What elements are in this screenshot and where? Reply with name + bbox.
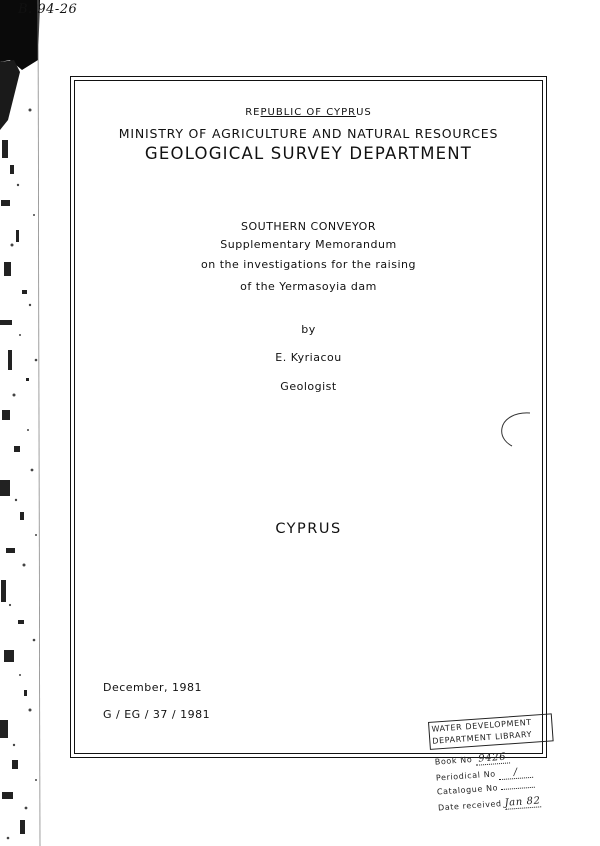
stamp-line1: WATER DEVELOPMENT (431, 717, 533, 734)
stamp-catalogue-label: Catalogue No (436, 783, 499, 797)
report-reference-number: G / EG / 37 / 1981 (103, 708, 211, 721)
report-title-line1: on the investigations for the raising (201, 258, 416, 271)
stamp-date-row (438, 795, 541, 814)
department-heading: GEOLOGICAL SURVEY DEPARTMENT (144, 144, 473, 163)
author-name: E. Kyriacou (275, 351, 342, 364)
stamp-book-label: Book No (434, 755, 473, 767)
stamp-date-label: Date received (437, 799, 502, 813)
stamp-catalogue-value (501, 787, 535, 790)
library-stamp (428, 713, 560, 818)
report-subject: SOUTHERN CONVEYOR (241, 220, 376, 233)
handwritten-reference: B. 94-26 (18, 2, 78, 17)
scan-edge-noise (0, 0, 44, 846)
report-title-line2: of the Yermasoyia dam (240, 280, 377, 293)
stamp-line2: DEPARTMENT LIBRARY (432, 729, 533, 746)
document-frame-inner (74, 80, 543, 754)
stamp-book-row (434, 751, 509, 768)
by-label: by (301, 323, 316, 336)
report-memo-type: Supplementary Memorandum (220, 238, 397, 251)
stamp-date-value: Jan 82 (504, 795, 541, 809)
republic-underlined: PUBLIC OF CYPR (260, 107, 357, 118)
pencil-bracket-mark (494, 410, 534, 450)
country-heading: CYPRUS (275, 521, 342, 537)
stamp-book-value: 9426 (475, 751, 510, 765)
stamp-periodical-label: Periodical No (435, 769, 497, 783)
republic-prefix: RE (245, 107, 261, 118)
ministry-heading: MINISTRY OF AGRICULTURE AND NATURAL RESOURCES (118, 126, 499, 141)
stamp-periodical-value: / (498, 766, 533, 780)
republic-heading (74, 107, 543, 118)
republic-suffix: US (356, 107, 372, 118)
report-date: December, 1981 (103, 681, 203, 694)
author-role: Geologist (280, 380, 337, 393)
